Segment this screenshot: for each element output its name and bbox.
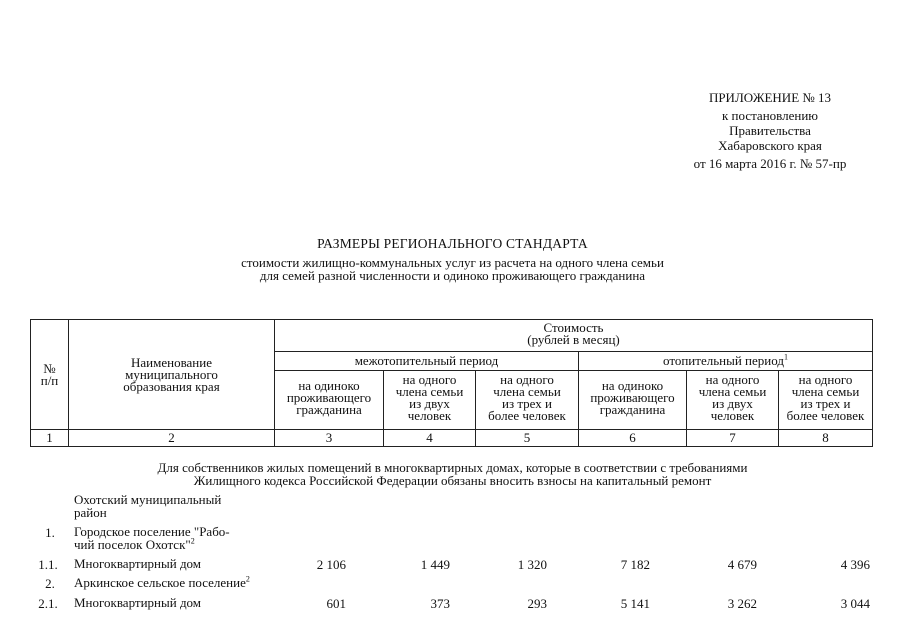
row-name-line: чий поселок Охотск" — [74, 537, 191, 552]
appendix-line: к постановлению — [721, 108, 819, 123]
header-cost-label: Стоимость — [543, 320, 604, 335]
value-cell: 7 182 — [620, 557, 650, 572]
col-number: 1 — [31, 430, 69, 447]
standards-table-header — [30, 319, 873, 447]
col-number: 5 — [476, 430, 579, 447]
header-sub-col-8 — [779, 371, 873, 430]
header-num-cell — [31, 320, 69, 430]
col-number: 3 — [275, 430, 384, 447]
header-sub-label: более человек — [786, 408, 865, 423]
header-sub-label: человек — [407, 408, 452, 423]
row-name — [74, 525, 274, 551]
header-sub-label: на одного — [798, 372, 853, 387]
subtitle-line: стоимости жилищно-коммунальных услуг из расчета на одного члена семьи — [241, 255, 664, 270]
header-name-label: Наименование — [131, 354, 212, 370]
row-name: Многоквартирный дом — [74, 556, 202, 571]
header-num-label: № — [43, 360, 56, 376]
header-sub-label: более человек — [488, 408, 566, 423]
row-name: Многоквартирный дом — [74, 595, 202, 610]
appendix-line: Правительства — [729, 123, 811, 138]
value-cell: 5 141 — [620, 596, 650, 611]
header-sub-col-6 — [579, 371, 687, 430]
col-number: 7 — [687, 430, 779, 447]
header-sub-label: на одного — [500, 372, 554, 387]
col-number: 2 — [69, 430, 275, 447]
footnote-marker: 1 — [783, 352, 788, 362]
header-sub-col-5 — [476, 371, 579, 430]
value-cell: 3 262 — [727, 596, 757, 611]
document-subtitle — [0, 256, 905, 282]
district-name-line: район — [74, 505, 107, 520]
header-sub-label: члена семьи — [395, 384, 464, 399]
col-number: 6 — [579, 430, 687, 447]
header-sub-label: на одного — [705, 372, 760, 387]
header-sub-label: гражданина — [296, 402, 362, 417]
header-period-on-label: отопительный период — [663, 353, 784, 368]
row-number: 1.1. — [38, 557, 58, 572]
header-name-cell — [69, 320, 275, 430]
header-sub-label: человек — [710, 408, 755, 423]
header-sub-label: гражданина — [599, 402, 666, 417]
value-cell: 4 679 — [727, 557, 757, 572]
col-number: 8 — [779, 430, 873, 447]
section-note — [0, 461, 905, 487]
header-name-label: муниципального — [125, 366, 218, 382]
header-sub-label: из двух — [409, 396, 450, 411]
header-period-off: межотопительный период — [275, 352, 579, 371]
header-period-on — [579, 352, 873, 371]
value-cell: 4 396 — [840, 557, 870, 572]
value-cell: 293 — [527, 596, 547, 611]
header-sub-label: проживающего — [590, 390, 675, 405]
value-cell: 601 — [326, 596, 346, 611]
header-sub-label: на одиноко — [298, 378, 360, 393]
section-note-line: Жилищного кодекса Российской Федерации обязаны вносить взносы на капитальный ремонт — [193, 473, 712, 488]
col-number: 4 — [384, 430, 476, 447]
footnote-marker: 2 — [190, 536, 195, 546]
value-cell: 1 449 — [420, 557, 450, 572]
header-sub-label: члена семьи — [698, 384, 767, 399]
header-sub-label: из двух — [712, 396, 753, 411]
value-cell: 2 106 — [316, 557, 346, 572]
value-cell: 373 — [430, 596, 450, 611]
district-name — [74, 493, 274, 519]
value-cell: 3 044 — [840, 596, 870, 611]
header-sub-label: члена семьи — [493, 384, 561, 399]
row-number: 2. — [45, 576, 55, 591]
header-sub-label: на одиноко — [601, 378, 664, 393]
header-sub-label: проживающего — [286, 390, 372, 405]
subtitle-line: для семей разной численности и одиноко проживающего гражданина — [259, 268, 646, 283]
row-name-line: Аркинское сельское поселение — [74, 575, 246, 590]
header-cost-unit: (рублей в месяц) — [527, 332, 620, 347]
section-note-line: Для собственников жилых помещений в многоквартирных домах, которые в соответствии с требованиями — [157, 460, 748, 475]
row-number: 1. — [45, 525, 55, 540]
header-num-label: п/п — [40, 372, 59, 388]
header-sub-col-3 — [275, 371, 384, 430]
row-name-line: Городское поселение "Рабо- — [74, 524, 230, 539]
header-sub-col-7 — [687, 371, 779, 430]
appendix-date: от 16 марта 2016 г. № 57-пр — [693, 156, 847, 171]
row-number: 2.1. — [38, 596, 58, 611]
header-cost-cell — [275, 320, 873, 352]
appendix-block — [640, 90, 900, 171]
district-name-line: Охотский муниципальный — [74, 492, 222, 507]
footnote-marker: 2 — [245, 574, 250, 584]
document-title: РАЗМЕРЫ РЕГИОНАЛЬНОГО СТАНДАРТА — [317, 236, 588, 251]
header-sub-label: члена семьи — [791, 384, 860, 399]
appendix-number: ПРИЛОЖЕНИЕ № 13 — [708, 90, 832, 105]
header-sub-label: из трех и — [800, 396, 851, 411]
appendix-line: Хабаровского края — [718, 138, 822, 153]
row-name — [74, 576, 334, 589]
header-sub-label: на одного — [402, 372, 457, 387]
header-sub-col-4 — [384, 371, 476, 430]
header-sub-label: из трех и — [502, 396, 552, 411]
header-name-label: образования края — [123, 378, 220, 394]
value-cell: 1 320 — [517, 557, 547, 572]
